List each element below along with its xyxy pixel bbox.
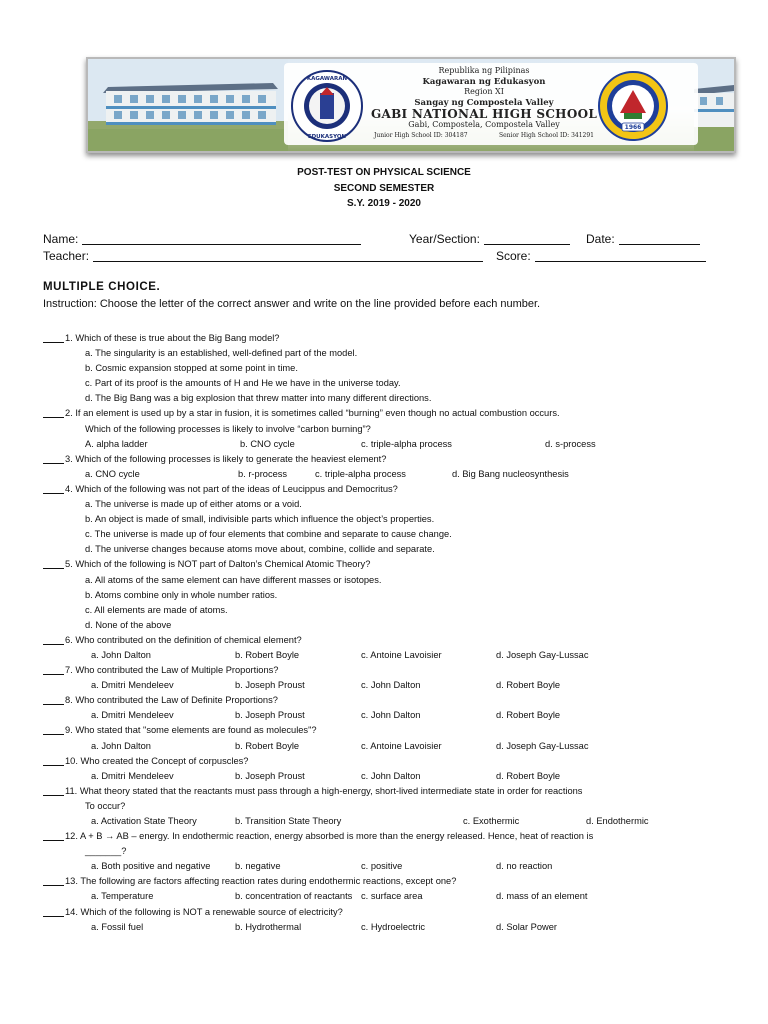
choice-option: d. Solar Power — [496, 921, 557, 932]
choice-option: b. negative — [235, 861, 281, 872]
choice-option: b. Robert Boyle — [235, 649, 300, 660]
teacher-label: Teacher: — [43, 249, 90, 263]
choice-row — [43, 769, 733, 784]
answer-blank[interactable] — [43, 754, 64, 766]
choice-option: b. Joseph Proust — [235, 680, 305, 691]
choice-row — [43, 467, 733, 482]
choice-option: c. The universe is made up of four elements that combine and separate to cause change. — [85, 529, 452, 540]
choice-option: a. The universe is made up of either atoms or a void. — [85, 499, 302, 510]
choice-row — [43, 648, 733, 663]
question-line — [43, 723, 733, 738]
choice-row — [43, 437, 733, 452]
choice-option: d. Joseph Gay-Lussac — [496, 740, 589, 751]
choice-row — [43, 889, 733, 904]
division-line: Sangay ng Compostela Valley — [414, 97, 554, 108]
choice-option: c. positive — [361, 861, 403, 872]
teacher-line[interactable] — [93, 248, 483, 262]
choice-option: a. Both positive and negative — [91, 861, 211, 872]
answer-blank[interactable] — [43, 829, 64, 841]
choice-row — [43, 739, 733, 754]
choice-option: d. s-process — [545, 438, 596, 449]
year-section-label: Year/Section: — [409, 232, 480, 246]
choice-option: c. triple-alpha process — [315, 468, 406, 479]
question-line — [43, 905, 733, 920]
date-field[interactable] — [586, 231, 700, 248]
name-label: Name: — [43, 232, 79, 246]
question-text-continued: Which of the following processes is likely to involve “carbon burning”? — [85, 423, 371, 434]
school-ids — [366, 131, 602, 142]
choice-option: d. Big Bang nucleosynthesis — [452, 468, 569, 479]
choice-option: d. Endothermic — [586, 816, 649, 826]
question-line — [43, 829, 733, 844]
header-text-block — [366, 66, 602, 141]
choice-option: a. John Dalton — [91, 649, 151, 660]
choice-option: c. triple-alpha process — [361, 438, 452, 449]
choice-option: a. John Dalton — [91, 740, 151, 751]
question-item — [43, 874, 733, 904]
choice-option: c. Exothermic — [463, 816, 520, 826]
choice-option: c. John Dalton — [361, 710, 421, 721]
question-text: 9. Who stated that "some elements are found as molecules"? — [65, 725, 317, 736]
question-text: 11. What theory stated that the reactants must pass through a high-energy, short-lived intermediate state in order for reactions — [65, 785, 583, 796]
answer-blank[interactable] — [43, 663, 64, 675]
choice-row — [43, 859, 733, 874]
answer-blank[interactable] — [43, 406, 64, 418]
answer-blank[interactable] — [43, 905, 64, 917]
question-line — [43, 482, 733, 497]
choice-option: a. The singularity is an established, well-defined part of the model. — [85, 348, 358, 359]
choice-option: b. Joseph Proust — [235, 710, 305, 721]
question-line — [43, 874, 733, 889]
question-text-continued: To occur? — [85, 800, 126, 811]
choice-option: d. The universe changes because atoms move about, combine, collide and separate. — [85, 544, 435, 555]
question-text: 8. Who contributed the Law of Definite Proportions? — [65, 695, 278, 706]
question-text: 13. The following are factors affecting reaction rates during endothermic reactions, except one? — [65, 876, 457, 887]
question-item — [43, 406, 733, 451]
jhs-id: Junior High School ID: 304187 — [374, 131, 468, 139]
question-text: 10. Who created the Concept of corpuscles? — [65, 755, 249, 766]
choice-option: a. Dmitri Mendeleev — [91, 710, 174, 721]
choice-option: b. concentration of reactants — [235, 891, 353, 902]
school-year-line: S.Y. 2019 - 2020 — [347, 198, 421, 209]
choice-option: b. Cosmic expansion stopped at some point in time. — [85, 363, 298, 374]
choice-option: a. CNO cycle — [85, 468, 140, 479]
question-line — [43, 406, 733, 421]
answer-blank[interactable] — [43, 452, 64, 464]
choice-option: c. Antoine Lavoisier — [361, 649, 442, 660]
choice-option: c. All elements are made of atoms. — [85, 604, 228, 615]
question-text: 2. If an element is used up by a star in fusion, it is sometimes called “burning” even though no actual combustion occurs. — [65, 408, 560, 419]
choice-option: b. An object is made of small, indivisible parts which influence the object’s properties. — [85, 514, 435, 525]
choice-option: b. Hydrothermal — [235, 921, 302, 932]
choice-option: c. John Dalton — [361, 680, 421, 691]
answer-blank[interactable] — [43, 784, 64, 796]
test-title: POST-TEST ON PHYSICAL SCIENCE — [297, 167, 471, 178]
date-label: Date: — [586, 232, 615, 246]
choice-option: d. Robert Boyle — [496, 770, 561, 781]
year-section-line[interactable] — [484, 231, 570, 245]
teacher-field[interactable] — [43, 248, 483, 265]
question-text: 3. Which of the following processes is likely to generate the heaviest element? — [65, 453, 387, 464]
question-item — [43, 557, 733, 632]
choice-option: c. Part of its proof is the amounts of H and He we have in the universe today. — [85, 378, 401, 389]
question-line — [43, 693, 733, 708]
shs-id: Senior High School ID: 341291 — [499, 131, 594, 139]
choice-option: d. Robert Boyle — [496, 680, 561, 691]
school-address: Gabi, Compostela, Compostela Valley — [408, 120, 560, 129]
school-building-photo-right — [694, 59, 734, 151]
name-line[interactable] — [82, 231, 361, 245]
year-section-field[interactable] — [409, 231, 570, 248]
choice-option: a. Fossil fuel — [91, 921, 144, 932]
choice-option: a. Dmitri Mendeleev — [91, 680, 174, 691]
question-list — [43, 331, 733, 935]
choice-option: d. no reaction — [496, 861, 553, 872]
question-text: 12. A + B → AB – energy. In endothermic reaction, energy absorbed is more than the energy released. Hence, heat of reaction is — [65, 831, 594, 842]
school-header-banner — [86, 57, 736, 153]
choice-option: b. Robert Boyle — [235, 740, 300, 751]
question-line — [43, 331, 733, 346]
question-text: 1. Which of these is true about the Big Bang model? — [65, 333, 280, 343]
question-item — [43, 663, 733, 693]
region-line: Region XI — [464, 87, 504, 96]
answer-blank[interactable] — [43, 693, 64, 705]
question-line — [43, 633, 733, 648]
choice-row — [43, 814, 733, 829]
school-name: GABI NATIONAL HIGH SCHOOL — [370, 107, 598, 121]
choice-option: a. Dmitri Mendeleev — [91, 770, 174, 781]
school-building-photo-left — [88, 59, 288, 151]
choice-option: a. Temperature — [91, 891, 154, 902]
choice-option: c. Antoine Lavoisier — [361, 740, 442, 751]
question-text: 4. Which of the following was not part of the ideas of Leucippus and Democritus? — [65, 483, 398, 494]
question-item — [43, 482, 733, 557]
choice-row — [43, 678, 733, 693]
score-field[interactable] — [496, 248, 706, 265]
svg-text:KAGAWARAN: KAGAWARAN — [306, 76, 348, 82]
choice-option: c. John Dalton — [361, 770, 421, 781]
semester-line: SECOND SEMESTER — [333, 182, 435, 194]
deped-seal-icon — [290, 69, 364, 143]
question-item — [43, 723, 733, 753]
choice-row — [43, 708, 733, 723]
choice-option: d. Robert Boyle — [496, 710, 561, 721]
question-item — [43, 633, 733, 663]
question-item — [43, 754, 733, 784]
score-line[interactable] — [535, 248, 706, 262]
question-text: 5. Which of the following is NOT part of Dalton’s Chemical Atomic Theory? — [65, 559, 371, 570]
choice-option: c. Hydroelectric — [361, 921, 426, 932]
test-title-block — [0, 165, 768, 212]
choice-option: b. CNO cycle — [240, 438, 295, 449]
choice-option: d. mass of an element — [496, 891, 588, 902]
answer-blank[interactable] — [43, 874, 64, 886]
choice-row — [43, 920, 733, 935]
question-line — [43, 754, 733, 769]
section-title: MULTIPLE CHOICE. — [43, 281, 161, 293]
seal-year: 1966 — [624, 124, 642, 131]
question-line — [43, 784, 733, 799]
answer-blank[interactable] — [43, 482, 64, 494]
question-line — [43, 663, 733, 678]
choice-option: a. All atoms of the same element can have different masses or isotopes. — [85, 574, 382, 585]
choice-option: A. alpha ladder — [85, 438, 148, 449]
choice-option: b. Atoms combine only in whole number ratios. — [85, 589, 278, 600]
name-field[interactable] — [43, 231, 361, 248]
question-text: 14. Which of the following is NOT a renewable source of electricity? — [65, 906, 343, 917]
choice-option: a. Activation State Theory — [91, 816, 197, 826]
choice-option: c. surface area — [361, 891, 423, 902]
question-item — [43, 784, 733, 829]
question-line — [43, 452, 733, 467]
answer-blank[interactable] — [43, 557, 64, 569]
question-text: 6. Who contributed on the definition of chemical element? — [65, 634, 302, 645]
choice-option: d. None of the above — [85, 619, 172, 630]
answer-blank[interactable] — [43, 633, 64, 645]
question-item — [43, 331, 733, 406]
answer-blank[interactable] — [43, 723, 64, 735]
svg-text:EDUKASYON: EDUKASYON — [307, 134, 347, 140]
question-item — [43, 452, 733, 482]
question-item — [43, 829, 733, 874]
question-item — [43, 905, 733, 935]
department-line: Kagawaran ng Edukasyon — [422, 76, 546, 87]
choice-option: d. The Big Bang was a big explosion that threw matter into many different directions. — [85, 393, 432, 404]
choice-option: d. Joseph Gay-Lussac — [496, 649, 589, 660]
date-line[interactable] — [619, 231, 700, 245]
question-text: 7. Who contributed the Law of Multiple Proportions? — [65, 665, 279, 676]
question-text-continued: _______? — [85, 846, 127, 857]
question-line — [43, 557, 733, 572]
choice-option: b. Joseph Proust — [235, 770, 305, 781]
answer-blank[interactable] — [43, 331, 64, 343]
school-seal-icon — [598, 71, 668, 141]
choice-option: b. r-process — [238, 468, 288, 479]
republic-line: Republika ng Pilipinas — [438, 66, 530, 75]
score-label: Score: — [496, 249, 531, 263]
instruction-text: Instruction: Choose the letter of the correct answer and write on the line provided before each number. — [43, 298, 541, 310]
choice-option: b. Transition State Theory — [235, 816, 342, 826]
question-item — [43, 693, 733, 723]
